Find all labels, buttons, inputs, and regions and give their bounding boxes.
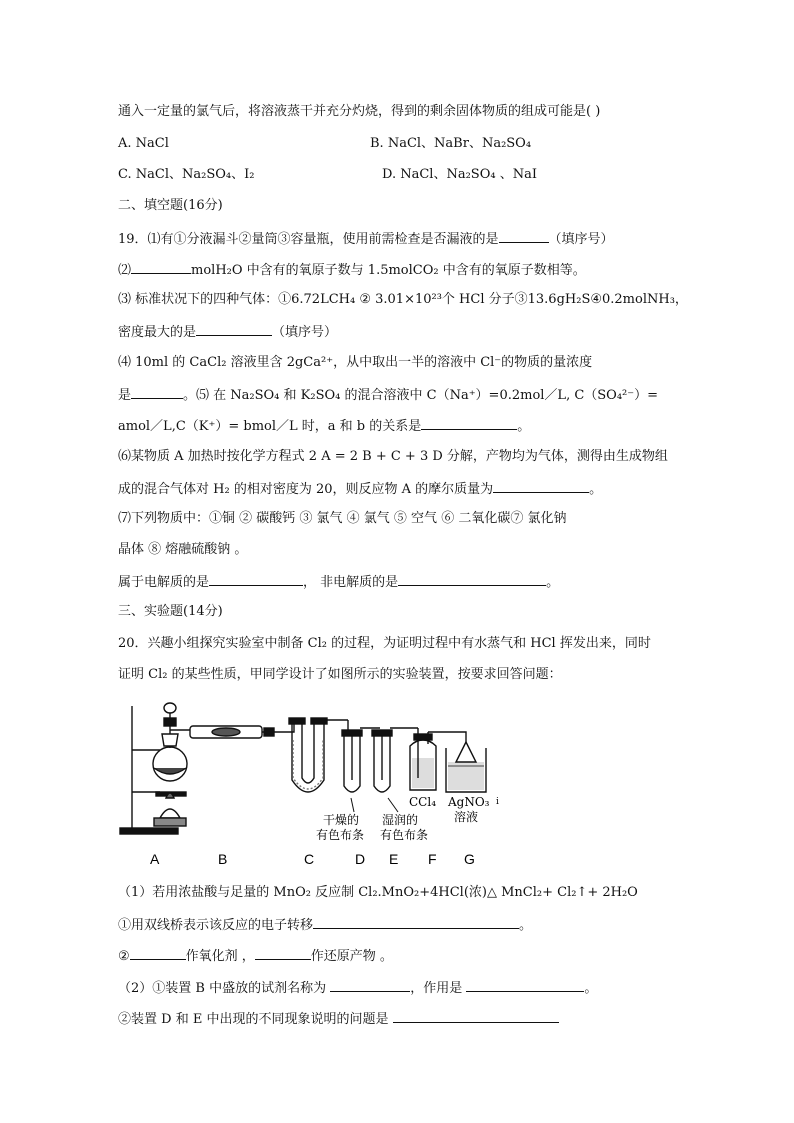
q18-option-a: A. NaCl — [118, 136, 169, 151]
q18-option-c: C. NaCl、Na₂SO₄、I₂ — [118, 167, 255, 182]
label-g-mark: i — [496, 797, 499, 807]
q20-sub1: （1）若用浓盐酸与足量的 MnO₂ 反应制 Cl₂.MnO₂+4HCl(浓)△ MnCl₂+ Cl₂↑+ 2H₂O — [118, 885, 638, 900]
apparatus-c — [284, 718, 348, 792]
label-f: CCl₄ — [409, 795, 437, 809]
label-d-line1: 干燥的 — [323, 813, 360, 827]
label-e: E — [389, 851, 399, 867]
label-b: B — [218, 851, 228, 867]
label-g-line1: AgNO₃ — [448, 795, 490, 809]
q19-part2 — [118, 259, 586, 281]
q19-part7c-pre: 属于电解质的是 — [118, 575, 210, 590]
q19-part7c-tail: 。 — [546, 575, 560, 590]
q19-part4b — [118, 384, 658, 406]
q18-option-b: B. NaCl、NaBr、Na₂SO₄ — [370, 136, 532, 151]
apparatus-a — [120, 703, 190, 834]
answer-blank[interactable] — [466, 977, 584, 992]
q19-part3b-tail: （填序号） — [272, 325, 338, 340]
q19-part5b-text: amol／L,C（K⁺）= bmol／L 时，a 和 b 的关系是 — [118, 419, 422, 434]
answer-blank[interactable] — [209, 571, 303, 586]
q19-part7: ⑺下列物质中：①铜 ② 碳酸钙 ③ 氯气 ④ 氯气 ⑤ 空气 ⑥ 二氧化碳⑦ 氯化钠 — [118, 511, 567, 526]
q20-sub1a-text: ①用双线桥表示该反应的电子转移 — [118, 918, 314, 933]
apparatus-diagram — [118, 700, 498, 870]
label-g-letter: G — [464, 851, 475, 867]
q20-sub2a-tail: 。 — [584, 981, 598, 996]
q20-sub2b — [118, 1008, 559, 1030]
answer-blank[interactable] — [393, 1008, 559, 1023]
label-c: C — [304, 851, 315, 867]
answer-blank[interactable] — [131, 384, 183, 399]
q20-stem-1: 20．兴趣小组探究实验室中制备 Cl₂ 的过程，为证明过程中有水蒸气和 HCl 挥发出来，同时 — [118, 636, 651, 651]
q19-part1-text: 19．⑴有①分液漏斗②量筒③容量瓶，使用前需检查是否漏液的是 — [118, 232, 499, 247]
answer-blank[interactable] — [398, 571, 546, 586]
answer-blank[interactable] — [255, 945, 311, 960]
q19-part6b-text: 成的混合气体对 H₂ 的相对密度为 20，则反应物 A 的摩尔质量为 — [118, 482, 494, 497]
q19-part6: ⑹某物质 A 加热时按化学方程式 2 A = 2 B + C + 3 D 分解，产物均为气体，测得由生成物组 — [118, 449, 668, 464]
q19-part7c-mid: ， 非电解质的是 — [303, 575, 399, 590]
label-d: D — [355, 851, 366, 867]
label-a: A — [150, 851, 160, 867]
answer-blank[interactable] — [130, 945, 186, 960]
apparatus-g — [446, 732, 486, 792]
q19-part4: ⑷ 10ml 的 CaCl₂ 溶液里含 2gCa²⁺，从中取出一半的溶液中 Cl⁻的物质的量浓度 — [118, 355, 593, 370]
section-3-heading: 三、实验题(14分) — [118, 604, 223, 619]
q19-part3: ⑶ 标准状况下的四种气体：①6.72LCH₄ ② 3.01×10²³个 HCl 分子③13.6gH₂S④0.2molNH₃， — [118, 292, 688, 307]
label-f-letter: F — [428, 851, 437, 867]
label-d-line2: 有色布条 — [316, 828, 365, 842]
answer-blank[interactable] — [499, 228, 549, 243]
answer-blank[interactable] — [196, 321, 272, 336]
q19-part7b: 晶体 ⑧ 熔融硫酸钠 。 — [118, 542, 248, 557]
apparatus-e — [372, 728, 418, 792]
q19-part5b-tail: 。 — [517, 419, 531, 434]
answer-blank[interactable] — [131, 259, 191, 274]
q20-stem-2: 证明 Cl₂ 的某些性质，甲同学设计了如图所示的实验装置，按要求回答问题： — [118, 667, 562, 682]
answer-blank[interactable] — [421, 415, 517, 430]
q19-part1 — [118, 228, 614, 250]
q20-sub1a — [118, 914, 532, 936]
answer-blank[interactable] — [493, 478, 589, 493]
q19-part7c — [118, 571, 559, 593]
q20-sub1b-pre: ② — [118, 949, 130, 964]
q20-sub2a-mid: ，作用是 — [410, 981, 463, 996]
q20-sub1b-mid: 作氧化剂 ， — [185, 949, 255, 964]
label-e-line1: 湿润的 — [382, 813, 419, 827]
section-2-heading: 二、填空题(16分) — [118, 198, 223, 213]
q18-option-d: D. NaCl、Na₂SO₄ 、NaI — [382, 167, 537, 182]
q19-part5b — [118, 415, 530, 437]
q20-sub1b-tail: 作还原产物 。 — [310, 949, 393, 964]
q19-part4b-pre: 是 — [118, 388, 132, 403]
q18-stem: 通入一定量的氯气后，将溶液蒸干并充分灼烧，得到的剩余固体物质的组成可能是( ) — [118, 104, 601, 119]
q19-part6b-tail: 。 — [589, 482, 603, 497]
q19-part2-post: molH₂O 中含有的氧原子数与 1.5molCO₂ 中含有的氧原子数相等。 — [191, 263, 586, 278]
q19-part3b — [118, 321, 337, 343]
label-g-line2: 溶液 — [454, 810, 479, 824]
answer-blank[interactable] — [330, 977, 410, 992]
q20-sub2a — [118, 977, 597, 999]
q19-part4b-mid: 。⑸ 在 Na₂SO₄ 和 K₂SO₄ 的混合溶液中 C（Na⁺）=0.2mol／L, C（SO₄²⁻）= — [183, 388, 659, 403]
q20-sub1a-tail: 。 — [519, 918, 533, 933]
q19-part3b-text: 密度最大的是 — [118, 325, 197, 340]
label-e-line2: 有色布条 — [380, 828, 429, 842]
apparatus-b — [190, 726, 284, 738]
q19-part2-pre: ⑵ — [118, 263, 132, 278]
q20-sub2a-pre: （2）①装置 B 中盛放的试剂名称为 — [118, 981, 327, 996]
q19-part6b — [118, 478, 602, 500]
q20-sub2b-text: ②装置 D 和 E 中出现的不同现象说明的问题是 — [118, 1012, 389, 1027]
q19-part1-tail: （填序号） — [548, 232, 614, 247]
answer-blank[interactable] — [313, 914, 519, 929]
q20-sub1b — [118, 945, 393, 967]
